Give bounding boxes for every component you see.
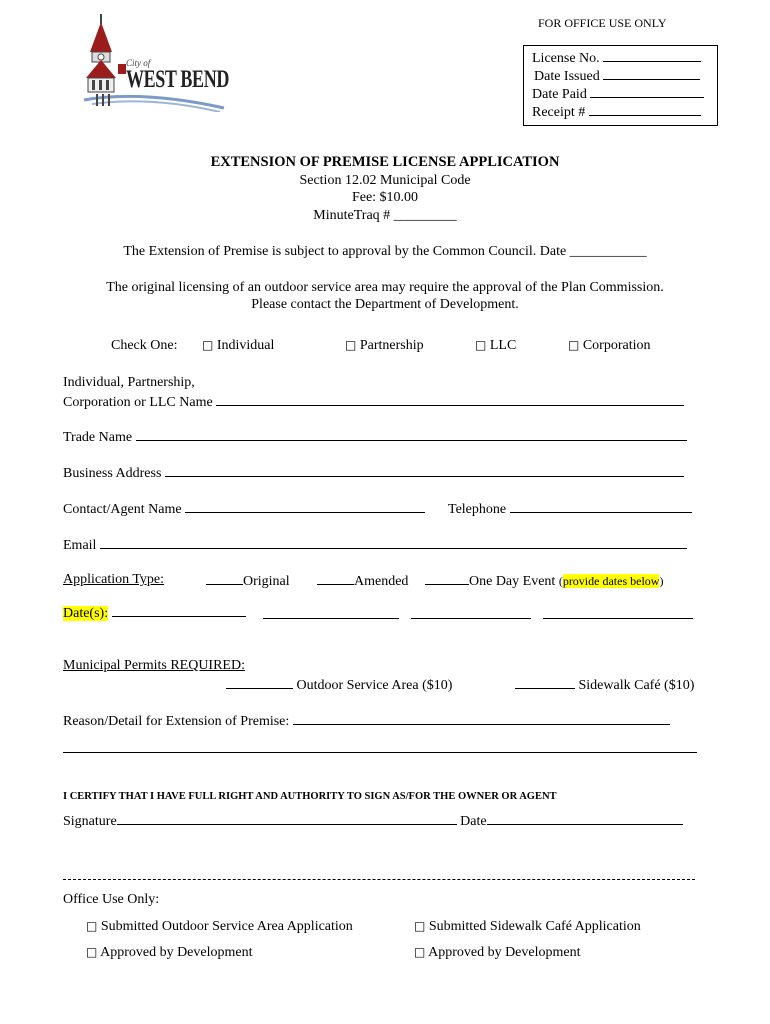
checkbox-icon[interactable]: □ xyxy=(202,338,214,352)
section-text: Section 12.02 Municipal Code xyxy=(299,173,471,188)
office-item-outdoor-submitted-label: Submitted Outdoor Service Area Application xyxy=(100,919,353,934)
clock-tower-icon xyxy=(82,12,227,112)
dates-label: Date(s): xyxy=(63,606,109,621)
outdoor-permit-field[interactable] xyxy=(226,676,293,689)
entity-name-field[interactable] xyxy=(216,393,684,406)
date-issued-label: Date Issued xyxy=(534,69,600,84)
logo-city-name: WEST BEND xyxy=(126,66,229,93)
logo-city-of: City of xyxy=(126,58,151,68)
checkbox-icon[interactable]: □ xyxy=(475,338,487,352)
office-item-outdoor-submitted[interactable] xyxy=(86,919,353,935)
dashed-divider xyxy=(63,879,695,880)
amended-label: Amended xyxy=(354,574,409,589)
option-individual[interactable] xyxy=(202,338,274,354)
office-use-box xyxy=(523,45,718,126)
signature-field[interactable] xyxy=(117,812,457,825)
one-day-event-label: One Day Event xyxy=(469,574,556,589)
checkbox-icon[interactable]: □ xyxy=(345,338,357,352)
office-item-sidewalk-submitted[interactable] xyxy=(414,919,641,935)
fee-text: Fee: $10.00 xyxy=(351,190,419,205)
reason-field[interactable] xyxy=(293,712,670,725)
office-item-outdoor-approved[interactable] xyxy=(86,945,253,961)
date-field[interactable] xyxy=(487,812,683,825)
option-individual-label: Individual xyxy=(216,338,275,353)
option-corporation-label: Corporation xyxy=(582,338,651,353)
checkbox-icon[interactable]: □ xyxy=(86,945,98,959)
license-no-field[interactable] xyxy=(603,49,701,62)
business-address-label: Business Address xyxy=(63,466,162,481)
date-field-4[interactable] xyxy=(543,606,693,619)
office-use-heading: FOR OFFICE USE ONLY xyxy=(538,16,667,30)
provide-dates-note: provide dates below xyxy=(562,574,660,588)
license-no-label: License No. xyxy=(532,51,600,66)
entity-name-label-2: Corporation or LLC Name xyxy=(63,395,213,410)
sidewalk-permit-label: Sidewalk Café ($10) xyxy=(578,678,695,693)
telephone-field[interactable] xyxy=(510,500,692,513)
checkbox-icon[interactable]: □ xyxy=(414,919,426,933)
check-one-label: Check One: xyxy=(111,338,178,353)
original-label: Original xyxy=(243,574,290,589)
one-day-event-field[interactable] xyxy=(425,572,469,585)
office-use-only-label: Office Use Only: xyxy=(63,892,160,907)
minutetraq-text: MinuteTraq # _________ xyxy=(313,208,457,223)
checkbox-icon[interactable]: □ xyxy=(86,919,98,933)
receipt-label: Receipt # xyxy=(532,105,586,120)
date-issued-field[interactable] xyxy=(603,67,700,80)
email-label: Email xyxy=(63,538,97,553)
date-field-1[interactable] xyxy=(112,604,246,617)
option-llc[interactable] xyxy=(475,338,516,354)
entity-name-label-1: Individual, Partnership, xyxy=(63,375,195,390)
contact-agent-field[interactable] xyxy=(185,500,425,513)
trade-name-label: Trade Name xyxy=(63,430,133,445)
contact-agent-label: Contact/Agent Name xyxy=(63,502,182,517)
office-item-sidewalk-approved[interactable] xyxy=(414,945,581,961)
date-paid-field[interactable] xyxy=(590,85,704,98)
option-corporation[interactable] xyxy=(568,338,651,354)
date-field-3[interactable] xyxy=(411,606,531,619)
business-address-field[interactable] xyxy=(165,464,684,477)
checkbox-icon[interactable]: □ xyxy=(414,945,426,959)
amended-field[interactable] xyxy=(317,572,354,585)
application-type-label: Application Type: xyxy=(63,572,165,587)
form-title: EXTENSION OF PREMISE LICENSE APPLICATION xyxy=(210,154,560,170)
option-llc-label: LLC xyxy=(489,338,517,353)
original-licensing-text-1: The original licensing of an outdoor service area may require the approval of the Plan Commission. xyxy=(106,280,664,295)
certify-statement: I CERTIFY THAT I HAVE FULL RIGHT AND AUTHORITY TO SIGN AS/FOR THE OWNER OR AGENT xyxy=(63,791,557,802)
permits-label: Municipal Permits REQUIRED: xyxy=(63,658,245,673)
outdoor-permit-label: Outdoor Service Area ($10) xyxy=(296,678,453,693)
signature-label: Signature xyxy=(63,814,117,829)
date-paid-label: Date Paid xyxy=(532,87,587,102)
telephone-label: Telephone xyxy=(448,502,507,517)
trade-name-field[interactable] xyxy=(136,428,687,441)
office-item-outdoor-approved-label: Approved by Development xyxy=(100,945,253,960)
checkbox-icon[interactable]: □ xyxy=(568,338,580,352)
receipt-field[interactable] xyxy=(589,103,701,116)
office-item-sidewalk-submitted-label: Submitted Sidewalk Café Application xyxy=(428,919,641,934)
date-label: Date xyxy=(460,814,487,829)
option-partnership[interactable] xyxy=(345,338,424,354)
date-field-2[interactable] xyxy=(263,606,399,619)
reason-label: Reason/Detail for Extension of Premise: xyxy=(63,714,290,729)
email-field[interactable] xyxy=(100,536,687,549)
office-item-sidewalk-approved-label: Approved by Development xyxy=(428,945,581,960)
approval-text: The Extension of Premise is subject to approval by the Common Council. Date ___________ xyxy=(123,244,647,259)
option-partnership-label: Partnership xyxy=(359,338,424,353)
sidewalk-permit-field[interactable] xyxy=(515,676,575,689)
original-licensing-text-2: Please contact the Department of Development. xyxy=(251,297,519,312)
reason-field-2[interactable] xyxy=(63,740,697,753)
city-logo xyxy=(82,12,227,112)
original-field[interactable] xyxy=(206,572,243,585)
